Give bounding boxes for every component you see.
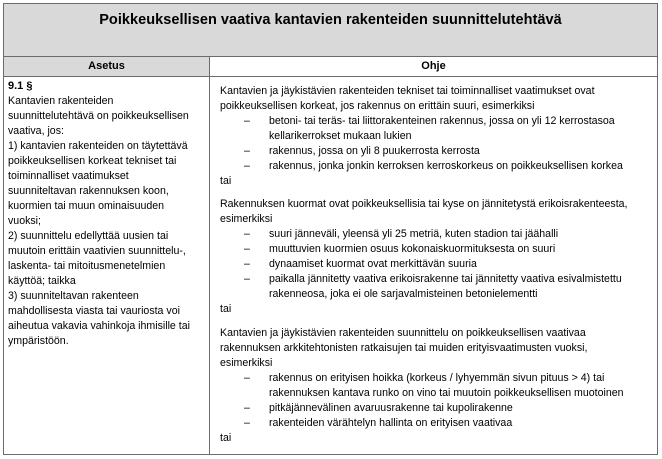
regulation-line: käyttöä; taikka	[8, 275, 76, 287]
bullet-text: rakennus, jonka jonkin kerroksen kerroskorkeus on poikkeuksellisen korkea	[269, 160, 623, 172]
column-divider	[209, 77, 210, 454]
bullet-text: rakennus, jossa on yli 8 puukerrosta kerrosta	[269, 145, 480, 157]
dash-bullet-icon: –	[244, 115, 250, 127]
dash-bullet-icon: –	[244, 160, 250, 172]
regulation-line: vaativa, jos:	[8, 125, 64, 137]
guidance-line: Rakennuksen kuormat ovat poikkeuksellisia tai kyse on jännitetystä erikoisrakenteesta,	[220, 198, 628, 210]
guidance-line: Kantavien ja jäykistävien rakenteiden suunnittelu on poikkeuksellisen vaativaa	[220, 327, 586, 339]
guidance-line: rakennuksen arkkitehtonisten ratkaisujen tai muiden erityisvaatimusten vuoksi,	[220, 342, 588, 354]
regulation-line: toiminnalliset vaatimukset	[8, 170, 129, 182]
bullet-text: suuri jänneväli, yleensä yli 25 metriä, kuten stadion tai jäähalli	[269, 228, 559, 240]
regulation-line: vuoksi;	[8, 215, 41, 227]
connector-tai: tai	[220, 432, 232, 444]
bullet-text: rakenneosa, joka ei ole sarjavalmisteinen betonielementti	[269, 288, 538, 300]
regulation-line: 3) suunniteltavan rakenteen	[8, 290, 139, 302]
header-row	[4, 57, 657, 77]
bullet-text: dynaamiset kuormat ovat merkittävän suuria	[269, 258, 477, 270]
dash-bullet-icon: –	[244, 273, 250, 285]
regulation-line: kuormien tai muun ominaisuuden	[8, 200, 165, 212]
page-title: Poikkeuksellisen vaativa kantavien rakenteiden suunnittelutehtävä	[99, 12, 562, 28]
bullet-text: pitkäjännevälinen avaruusrakenne tai kupolirakenne	[269, 402, 513, 414]
regulation-line: 1) kantavien rakenteiden on täytettävä	[8, 140, 188, 152]
header-asetus: Asetus	[4, 57, 210, 76]
guidance-line: Kantavien ja jäykistävien rakenteiden tekniset tai toiminnalliset vaatimukset ovat	[220, 85, 595, 97]
regulation-line: 2) suunnittelu edellyttää uusien tai	[8, 230, 169, 242]
connector-tai: tai	[220, 175, 232, 187]
regulation-line: laskenta- tai mitoitusmenetelmien	[8, 260, 166, 272]
regulation-line: muutoin erittäin vaativien suunnittelu-,	[8, 245, 186, 257]
bullet-text: kellarikerrokset mukaan lukien	[269, 130, 412, 142]
guidance-line: esimerkiksi	[220, 357, 273, 369]
regulation-line: ympäristöön.	[8, 335, 69, 347]
dash-bullet-icon: –	[244, 258, 250, 270]
guidance-line: esimerkiksi	[220, 213, 273, 225]
regulation-line: Kantavien rakenteiden	[8, 95, 114, 107]
regulation-column	[8, 79, 206, 349]
title-bar	[4, 4, 657, 57]
dash-bullet-icon: –	[244, 372, 250, 384]
regulation-line: suunniteltavan rakennuksen koon,	[8, 185, 169, 197]
regulation-line: poikkeuksellisen korkeat tekniset tai	[8, 155, 177, 167]
dash-bullet-icon: –	[244, 243, 250, 255]
dash-bullet-icon: –	[244, 417, 250, 429]
bullet-text: paikalla jännitetty vaativa erikoisrakenne tai jännitetty vaativa esivalmistettu	[269, 273, 622, 285]
bullet-text: betoni- tai teräs- tai liittorakenteinen rakennus, jossa on yli 12 kerrostasoa	[269, 115, 615, 127]
bullet-text: rakennus on erityisen hoikka (korkeus / lyhyemmän sivun pituus > 4) tai	[269, 372, 605, 384]
regulation-line: aiheutua vakavia vahinkoja ihmisille tai	[8, 320, 190, 332]
regulation-line: suunnittelutehtävä on poikkeuksellisen	[8, 110, 189, 122]
dash-bullet-icon: –	[244, 228, 250, 240]
header-ohje: Ohje	[421, 60, 446, 72]
dash-bullet-icon: –	[244, 145, 250, 157]
section-number: 9.1 §	[8, 80, 33, 92]
bullet-text: rakennuksen kantava runko on vino tai muutoin poikkeuksellisen muotoinen	[269, 387, 624, 399]
dash-bullet-icon: –	[244, 402, 250, 414]
connector-tai: tai	[220, 303, 232, 315]
regulation-line: mahdollisesta viasta tai vauriosta voi	[8, 305, 180, 317]
bullet-text: muuttuvien kuormien osuus kokonaiskuormituksesta on suuri	[269, 243, 556, 255]
bullet-text: rakenteiden värähtelyn hallinta on erityisen vaativaa	[269, 417, 513, 429]
guidance-line: poikkeuksellisen korkeat, jos rakennus on erittäin suuri, esimerkiksi	[220, 100, 535, 112]
